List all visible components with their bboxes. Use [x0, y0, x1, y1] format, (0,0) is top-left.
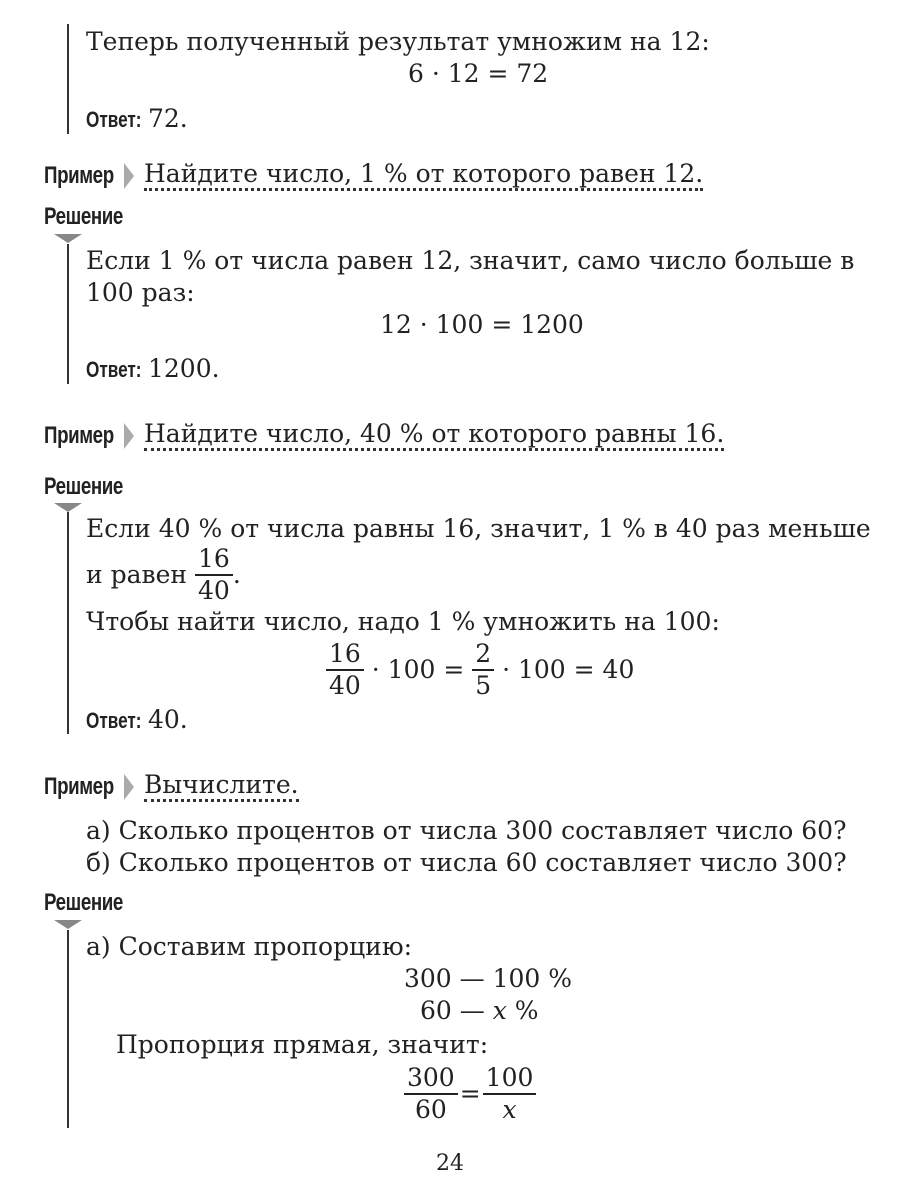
example-task — [144, 769, 299, 801]
solution-bar — [67, 244, 69, 384]
solution-text — [86, 543, 241, 607]
answer-line — [86, 704, 188, 737]
example-task — [144, 158, 703, 190]
solution-header — [44, 473, 145, 501]
solution-text: 100 раз: — [86, 278, 195, 307]
fraction-denominator: x — [502, 1095, 517, 1124]
task-text: Вычислите. — [144, 770, 299, 802]
text-span: 60 — — [420, 996, 485, 1025]
answer-label: Ответ: — [86, 708, 142, 733]
text-span: = — [459, 1079, 481, 1108]
example-header — [44, 160, 133, 192]
solution-text: Чтобы найти число, надо 1 % умножить на 100: — [86, 607, 720, 636]
solution-bar — [67, 24, 69, 134]
example-label: Пример — [44, 773, 114, 800]
text-span: и равен — [86, 560, 188, 589]
text-span: · 100 = — [371, 655, 465, 684]
answer-label: Ответ: — [86, 357, 142, 382]
formula: 6 · 12 = 72 — [408, 59, 549, 88]
solution-bar — [67, 512, 69, 734]
answer-label: Ответ: — [86, 107, 142, 132]
page-number: 24 — [436, 1151, 464, 1176]
solution-header — [44, 889, 145, 917]
formula: 12 · 100 = 1200 — [380, 310, 584, 339]
solution-text: Пропорция прямая, значит: — [116, 1030, 489, 1059]
example-label: Пример — [44, 422, 114, 449]
fraction-denominator: 5 — [475, 671, 492, 700]
solution-label: Решение — [44, 889, 123, 916]
formula — [404, 1062, 536, 1126]
solution-text: а) Составим пропорцию: — [86, 932, 413, 961]
answer-value: 40. — [148, 705, 188, 734]
answer-line — [86, 103, 188, 136]
solution-marker-icon — [54, 503, 82, 512]
answer-line — [86, 353, 220, 386]
example-header — [44, 771, 133, 803]
solution-text: Если 1 % от числа равен 12, значит, само число больше в — [86, 246, 855, 275]
solution-text: Теперь полученный результат умножим на 12: — [86, 27, 710, 56]
text-span: . — [232, 560, 241, 589]
arrow-icon — [124, 423, 134, 449]
fraction — [326, 639, 364, 701]
fraction — [195, 544, 233, 606]
answer-value: 1200. — [148, 354, 220, 383]
solution-label: Решение — [44, 473, 123, 500]
fraction — [404, 1063, 458, 1125]
task-text: Найдите число, 40 % от которого равны 16. — [144, 419, 724, 451]
fraction-denominator: 40 — [198, 576, 230, 605]
fraction-denominator: 60 — [414, 1095, 447, 1124]
proportion-line — [420, 995, 539, 1027]
solution-label: Решение — [44, 203, 123, 230]
example-header — [44, 420, 133, 452]
solution-marker-icon — [54, 920, 82, 929]
solution-header — [44, 203, 145, 231]
example-task — [144, 418, 724, 450]
question-a: а) Сколько процентов от числа 300 составляет число 60? — [86, 816, 847, 845]
fraction — [472, 639, 494, 701]
variable: x — [492, 996, 507, 1025]
text-span: · 100 = 40 — [502, 655, 635, 684]
fraction-numerator: 300 — [404, 1063, 458, 1095]
fraction-numerator: 100 — [483, 1063, 537, 1095]
fraction-denominator: 40 — [329, 671, 361, 700]
formula — [326, 638, 634, 702]
example-label: Пример — [44, 162, 114, 189]
fraction-numerator: 16 — [326, 639, 364, 671]
task-text: Найдите число, 1 % от которого равен 12. — [144, 159, 703, 191]
fraction — [483, 1063, 537, 1125]
text-span: % — [514, 996, 539, 1025]
arrow-icon — [124, 163, 134, 189]
solution-text: Если 40 % от числа равны 16, значит, 1 % в 40 раз меньше — [86, 514, 871, 543]
fraction-numerator: 16 — [195, 544, 233, 576]
arrow-icon — [124, 774, 134, 800]
solution-bar — [67, 930, 69, 1128]
question-b: б) Сколько процентов от числа 60 составляет число 300? — [86, 848, 847, 877]
fraction-numerator: 2 — [472, 639, 494, 671]
solution-marker-icon — [54, 234, 82, 243]
answer-value: 72. — [148, 104, 188, 133]
proportion-line: 300 — 100 % — [404, 964, 573, 993]
